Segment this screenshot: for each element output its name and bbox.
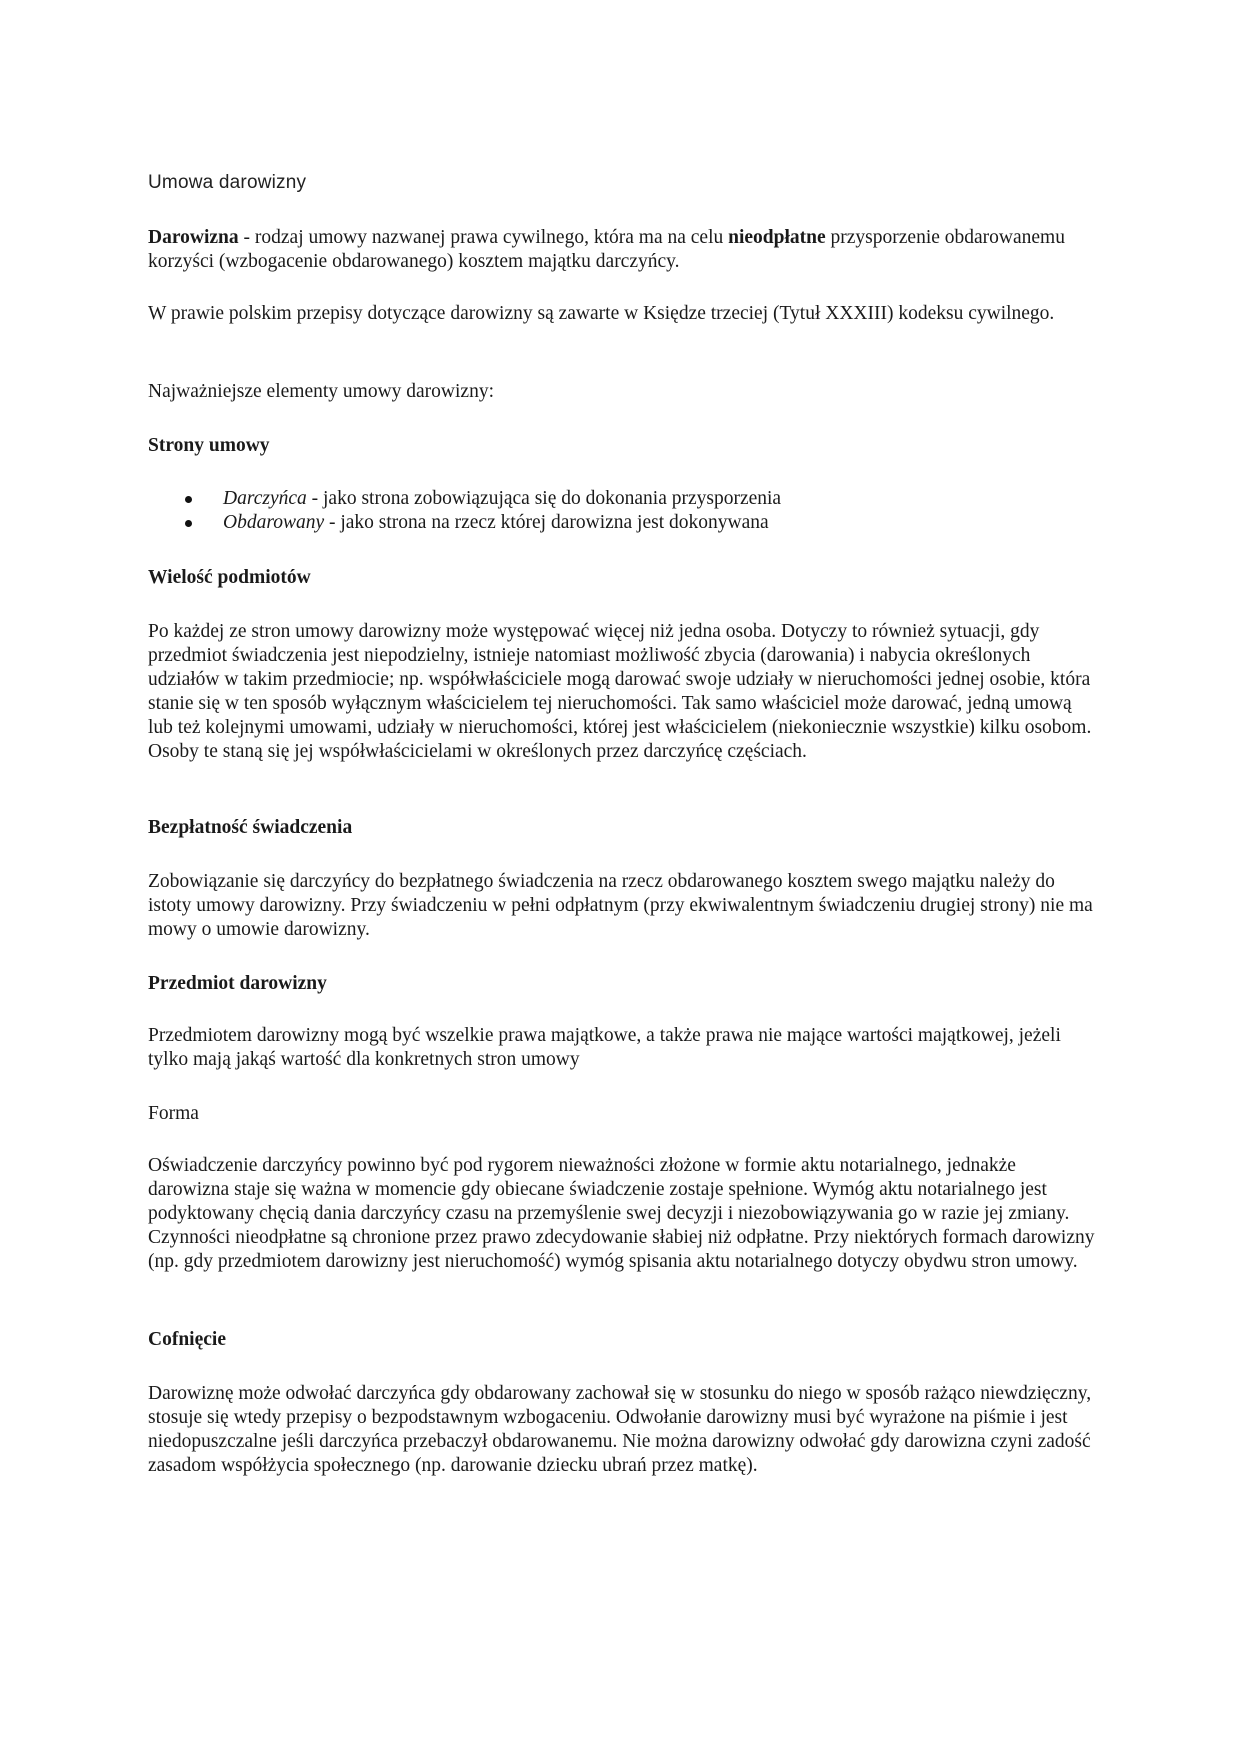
intro-term: Darowizna bbox=[148, 227, 239, 248]
bullet-icon bbox=[185, 496, 192, 503]
heading-wielosc-podmiotow: Wielość podmiotów bbox=[148, 567, 311, 588]
wielosc-paragraph: Po każdej ze stron umowy darowizny może występować więcej niż jedna osoba. Dotyczy to również sytuacji, gdy przedmiot świadczenia jest niepodzielny, istnieje natomiast możliwość zbycia (darowania) i nabycia określonych udziałów w takim przedmiocie; np. współwłaściciele mogą darować swoje udziały w nieruchomości jednej osobie, która stanie się w ten sposób wyłącznym właścicielem tej nieruchomości. Tak samo właściciel może darować, jedną umową lub też kolejnymi umowami, udziały w nieruchomości, której jest właścicielem (niekoniecznie wszystkie) kilku osobom. Osoby te staną się jej współwłaścicielami w określonych przez darczyńcę częściach. bbox=[148, 621, 1092, 762]
party-text: - jako strona zobowiązująca się do dokonania przysporzenia bbox=[306, 488, 782, 509]
list-item bbox=[148, 511, 1098, 535]
law-paragraph: W prawie polskim przepisy dotyczące darowizny są zawarte w Księdze trzeciej (Tytuł XXXIII) kodeksu cywilnego. bbox=[148, 303, 1055, 324]
bullet-icon bbox=[185, 520, 192, 527]
forma-paragraph: Oświadczenie darczyńcy powinno być pod rygorem nieważności złożone w formie aktu notarialnego, jednakże darowizna staje się ważna w momencie gdy obiecane świadczenie zostaje spełnione. Wymóg aktu notarialnego jest podyktowany chęcią dania darczyńcy czasu na przemyślenie swej decyzji i niezobowiązywania go w razie jej zmiany. Czynności nieodpłatne są chronione przez prawo zdecydowanie słabiej niż odpłatne. Przy niektórych formach darowizny (np. gdy przedmiotem darowizny jest nieruchomość) wymóg spisania aktu notarialnego dotyczy obydwu stron umowy. bbox=[148, 1155, 1095, 1272]
intro-paragraph bbox=[148, 226, 1098, 274]
intro-bold-word: nieodpłatne bbox=[728, 227, 826, 248]
cofniecie-paragraph: Darowiznę może odwołać darczyńca gdy obdarowany zachował się w stosunku do niego w sposób rażąco niewdzięczny, stosuje się wtedy przepisy o bezpodstawnym wzbogaceniu. Odwołanie darowizny musi być wyrażone na piśmie i jest niedopuszczalne jeśli darczyńca przebaczył obdarowanemu. Nie można darowizny odwołać gdy darowizna czyni zadość zasadom współżycia społecznego (np. darowanie dziecku ubrań przez matkę). bbox=[148, 1383, 1092, 1476]
heading-forma: Forma bbox=[148, 1103, 199, 1124]
party-term: Darczyńca bbox=[223, 488, 307, 509]
elements-paragraph: Najważniejsze elementy umowy darowizny: bbox=[148, 381, 495, 402]
parties-list bbox=[148, 487, 1098, 535]
bezplatnosc-paragraph: Zobowiązanie się darczyńcy do bezpłatnego świadczenia na rzecz obdarowanego kosztem swego majątku należy do istoty umowy darowizny. Przy świadczeniu w pełni odpłatnym (przy ekwiwalentnym świadczeniu drugiej strony) nie ma mowy o umowie darowizny. bbox=[148, 871, 1093, 940]
heading-przedmiot: Przedmiot darowizny bbox=[148, 973, 327, 994]
list-item bbox=[148, 487, 1098, 511]
intro-part2: przysporzenie obdarowanemu korzyści (wzbogacenie obdarowanego) kosztem majątku darczyńcy. bbox=[148, 227, 1065, 272]
party-term: Obdarowany bbox=[223, 512, 325, 533]
party-text: - jako strona na rzecz której darowizna jest dokonywana bbox=[324, 512, 769, 533]
przedmiot-paragraph: Przedmiotem darowizny mogą być wszelkie prawa majątkowe, a także prawa nie mające wartości majątkowej, jeżeli tylko mają jakąś wartość dla konkretnych stron umowy bbox=[148, 1025, 1061, 1070]
intro-part1: - rodzaj umowy nazwanej prawa cywilnego, która ma na celu bbox=[238, 227, 729, 248]
heading-strony-umowy: Strony umowy bbox=[148, 435, 270, 456]
document-title: Umowa darowizny bbox=[148, 172, 307, 193]
heading-bezplatnosc: Bezpłatność świadczenia bbox=[148, 817, 353, 838]
heading-cofniecie: Cofnięcie bbox=[148, 1329, 226, 1350]
